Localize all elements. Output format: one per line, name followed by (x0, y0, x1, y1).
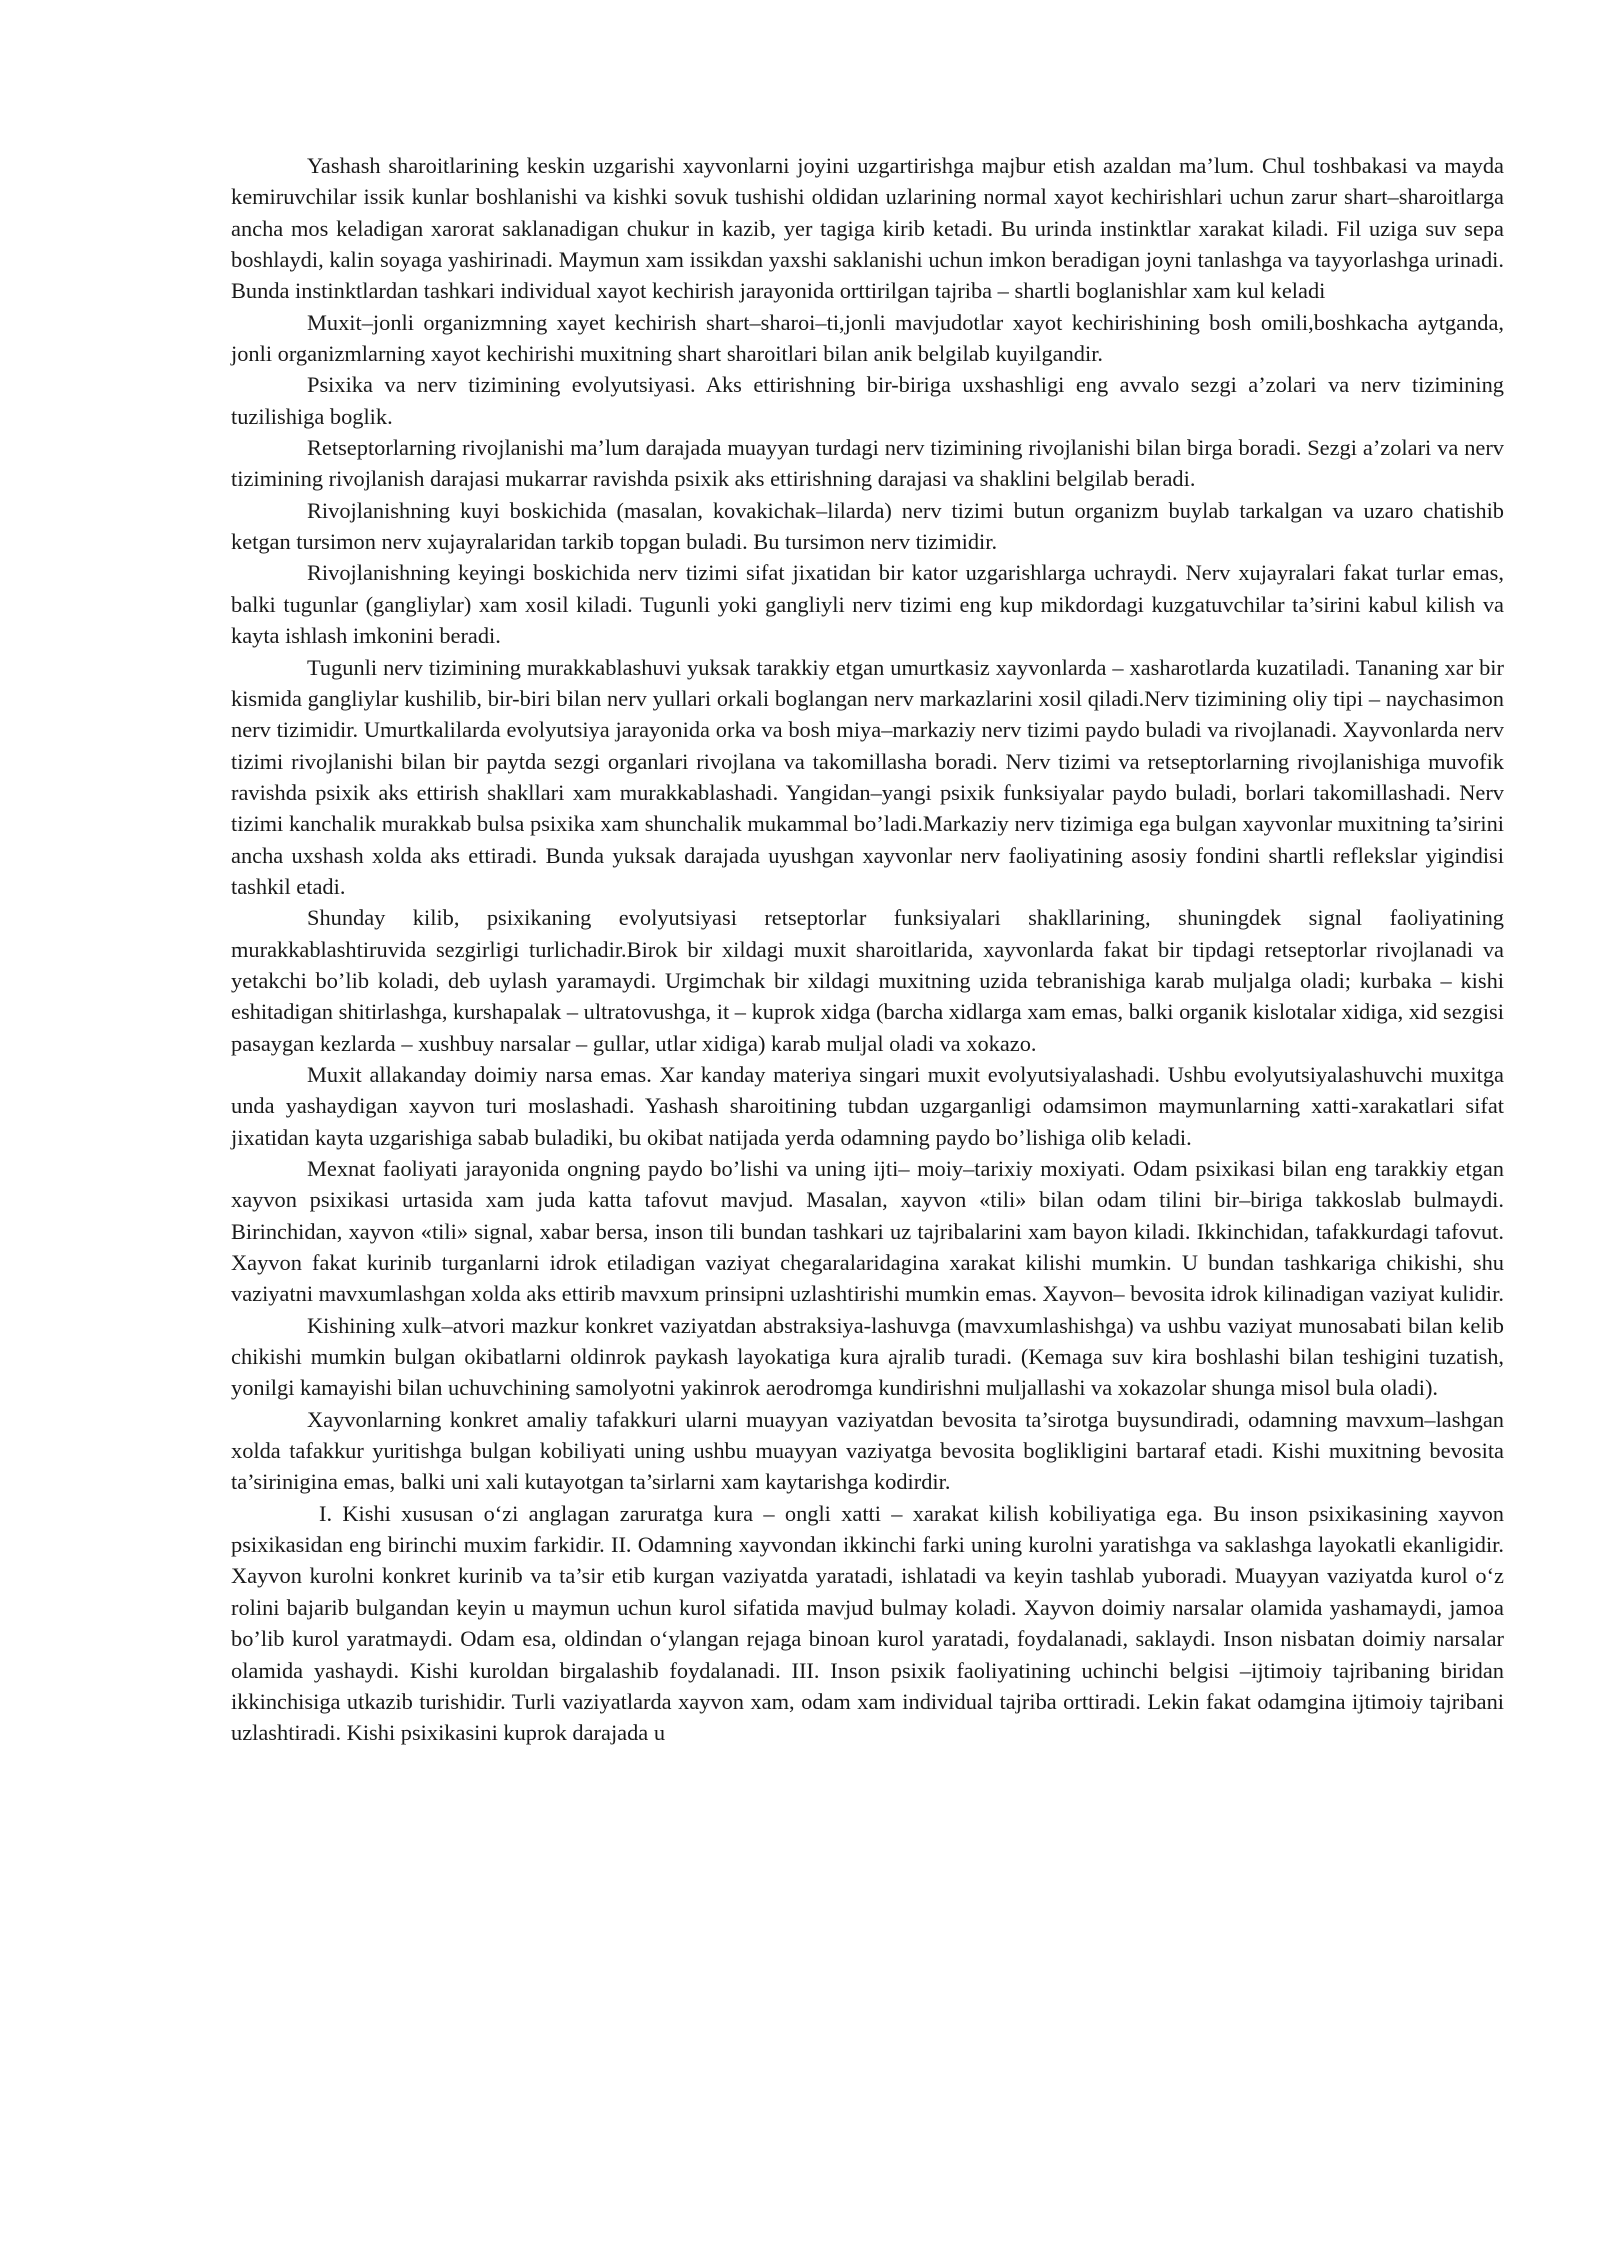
paragraph: Xayvonlarning konkret amaliy tafakkuri ularni muayyan vaziyatdan bevosita ta’sirotga buysundiradi, odamning mavxum–lashgan xolda tafakkur yuritishga bulgan kobiliyati uning ushbu muayyan vaziyatga bevosita boglikligini bartaraf etadi. Kishi muxitning bevosita ta’sirinigina emas, balki uni xali kutayotgan ta’sirlarni xam kaytarishga kodirdir. (231, 1406, 1504, 1495)
paragraph: Retseptorlarning rivojlanishi ma’lum darajada muayyan turdagi nerv tizimining rivojlanishi bilan birga boradi. Sezgi a’zolari va nerv tizimining rivojlanish darajasi mukarrar ravishda psixik aks ettirishning darajasi va shaklini belgilab beradi. (231, 435, 1504, 492)
paragraph: Rivojlanishning kuyi boskichida (masalan, kovakichak–lilarda) nerv tizimi butun organizm buylab tarkalgan va uzaro chatishib ketgan tursimon nerv xujayralaridan tarkib topgan buladi. Bu tursimon nerv tizimidir. (231, 497, 1504, 555)
paragraph: Muxit allakanday doimiy narsa emas. Xar kanday materiya singari muxit evolyutsiyalashadi. Ushbu evolyutsiyalashuvchi muxitga unda yashaydigan xayvon turi moslashadi. Yashash sharoitining tubdan uzgarganligi odamsimon maymunlarning xatti-xarakatlari sifat jixatidan kayta uzgarishiga sabab buladiki, bu okibat natijada yerda odamning paydo bo’lishiga olib keladi. (231, 1061, 1504, 1150)
paragraph: Kishining xulk–atvori mazkur konkret vaziyatdan abstraksiya-lashuvga (mavxumlashishga) va ushbu vaziyat munosabati bilan kelib chikishi mumkin bulgan okibatlarni oldinrok paykash layokatiga kura ajralib turadi. (Kemaga suv kira boshlashi bilan teshigini tuzatish, yonilgi kamayishi bilan uchuvchining samolyotni yakinrok aerodromga kundirishni muljallashi va xokazolar shunga misol bula oladi). (231, 1312, 1504, 1401)
paragraph: Yashash sharoitlarining keskin uzgarishi xayvonlarni joyini uzgartirishga majbur etish azaldan ma’lum. Chul toshbakasi va mayda kemiruvchilar issik kunlar boshlanishi va kishki sovuk tushishi oldidan uzlarining normal xayot kechirishlari uchun zarur shart–sharoitlarga ancha mos keladigan xarorat saklanadigan chukur in kazib, yer tagiga kirib ketadi. Bu urinda instinktlar xarakat kiladi. Fil uziga suv sepa boshlaydi, kalin soyaga yashirinadi. Maymun xam issikdan yaxshi saklanishi uchun imkon beradigan joyni tanlashga va tayyorlashga urinadi. Bunda instinktlardan tashkari individual xayot kechirish jarayonida orttirilgan tajriba – shartli boglanishlar xam kul keladi (231, 153, 1504, 304)
paragraph: Muxit–jonli organizmning xayet kechirish shart–sharoi–ti,jonli mavjudotlar xayot kechirishining bosh omili,boshkacha aytganda, jonli organizmlarning xayot kechirishi muxitning shart sharoitlari bilan anik belgilab kuyilgandir. (231, 309, 1504, 367)
paragraph: Rivojlanishning keyingi boskichida nerv tizimi sifat jixatidan bir kator uzgarishlarga uchraydi. Nerv xujayralari fakat turlar emas, balki tugunlar (gangliylar) xam xosil kiladi. Tugunli yoki gangliyli nerv tizimi eng kup mikdordagi kuzgatuvchilar ta’sirini kabul kilish va kayta ishlash imkonini beradi. (231, 560, 1504, 649)
paragraph: Mexnat faoliyati jarayonida ongning paydo bo’lishi va uning ijti– moiy–tarixiy moxiyati. Odam psixikasi bilan eng tarakkiy etgan xayvon psixikasi urtasida xam juda katta tafovut mavjud. Masalan, xayvon «tili» bilan odam tilini bir–biriga takkoslab bulmaydi. Birinchidan, xayvon «tili» signal, xabar bersa, inson tili bundan tashkari uz tajribalarini xam bayon kiladi. Ikkinchidan, tafakkurdagi tafovut. Xayvon fakat kurinib turganlarni idrok etiladigan vaziyat chegaralaridagina xarakat kilishi mumkin. U bundan tashkariga chikishi, shu vaziyatni mavxumlashgan xolda aks ettirib mavxum prinsipni uzlashtirishi mumkin emas. Xayvon– bevosita idrok kilinadigan vaziyat kulidir. (231, 1156, 1504, 1307)
paragraph: Psixika va nerv tizimining evolyutsiyasi. Aks ettirishning bir-biriga uxshashligi eng avvalo sezgi a’zolari va nerv tizimining tuzilishiga boglik. (231, 372, 1504, 429)
document-page (231, 150, 1504, 1749)
paragraph: Shunday kilib, psixikaning evolyutsiyasi retseptorlar funksiyalari shakllarining, shuningdek signal faoliyatining murakkablashtiruvida sezgirligi turlichadir.Birok bir xildagi muxit sharoitlarida, xayvonlarda fakat bir tipdagi retseptorlar rivojlanadi va yetakchi bo’lib koladi, deb uylash yaramaydi. Urgimchak bir xildagi muxitning uzida tebranishiga karab muljalga oladi; kurbaka – kishi eshitadigan shitirlashga, kurshapalak – ultratovushga, it – kuprok xidga (barcha xidlarga xam emas, balki organik kislotalar xidiga, xid sezgisi pasaygan kezlarda – xushbuy narsalar – gullar, utlar xidiga) karab muljal oladi va xokazo. (231, 905, 1504, 1056)
paragraph: I. Kishi xususan o‘zi anglagan zaruratga kura – ongli xatti – xarakat kilish kobiliyatiga ega. Bu inson psixikasining xayvon psixikasidan eng birinchi muxim farkidir. II. Odamning xayvondan ikkinchi farki uning kurolni yaratishga va saklashga layokatli ekanligidir. Xayvon kurolni konkret kurinib va ta’sir etib kurgan vaziyatda yaratadi, ishlatadi va keyin tashlab yuboradi. Muayyan vaziyatda kurol o‘z rolini bajarib bulgandan keyin u maymun uchun kurol sifatida mavjud bulmay koladi. Xayvon doimiy narsalar olamida yashamaydi, jamoa bo’lib kurol yaratmaydi. Odam esa, oldindan o‘ylangan rejaga binoan kurol yaratadi, foydalanadi, saklaydi. Inson nisbatan doimiy narsalar olamida yashaydi. Kishi kuroldan birgalashib foydalanadi. III. Inson psixik faoliyatining uchinchi belgisi –ijtimoiy tajribaning biridan ikkinchisiga utkazib turishidir. Turli vaziyatlarda xayvon xam, odam xam individual tajriba orttiradi. Lekin fakat odamgina ijtimoiy tajribani uzlashtiradi. Kishi psixikasini kuprok darajada u (231, 1500, 1504, 1746)
paragraph: Tugunli nerv tizimining murakkablashuvi yuksak tarakkiy etgan umurtkasiz xayvonlarda – xasharotlarda kuzatiladi. Tananing xar bir kismida gangliylar kushilib, bir-biri bilan nerv yullari orkali boglangan nerv markazlarini xosil qiladi.Nerv tizimining oliy tipi – naychasimon nerv tizimidir. Umurtkalilarda evolyutsiya jarayonida orka va bosh miya–markaziy nerv tizimi paydo buladi va rivojlanadi. Xayvonlarda nerv tizimi rivojlanishi bilan bir paytda sezgi organlari rivojlana va takomillasha boradi. Nerv tizimi va retseptorlarning rivojlanishiga muvofik ravishda psixik aks ettirish shakllari xam murakkablashadi. Yangidan–yangi psixik funksiyalar paydo buladi, borlari takomillashadi. Nerv tizimi kanchalik murakkab bulsa psixika xam shunchalik mukammal bo’ladi.Markaziy nerv tizimiga ega bulgan xayvonlar muxitning ta’sirini ancha uxshash xolda aks ettiradi. Bunda yuksak darajada uyushgan xayvonlar nerv faoliyatining asosiy fondini shartli reflekslar yigindisi tashkil etadi. (231, 654, 1504, 899)
